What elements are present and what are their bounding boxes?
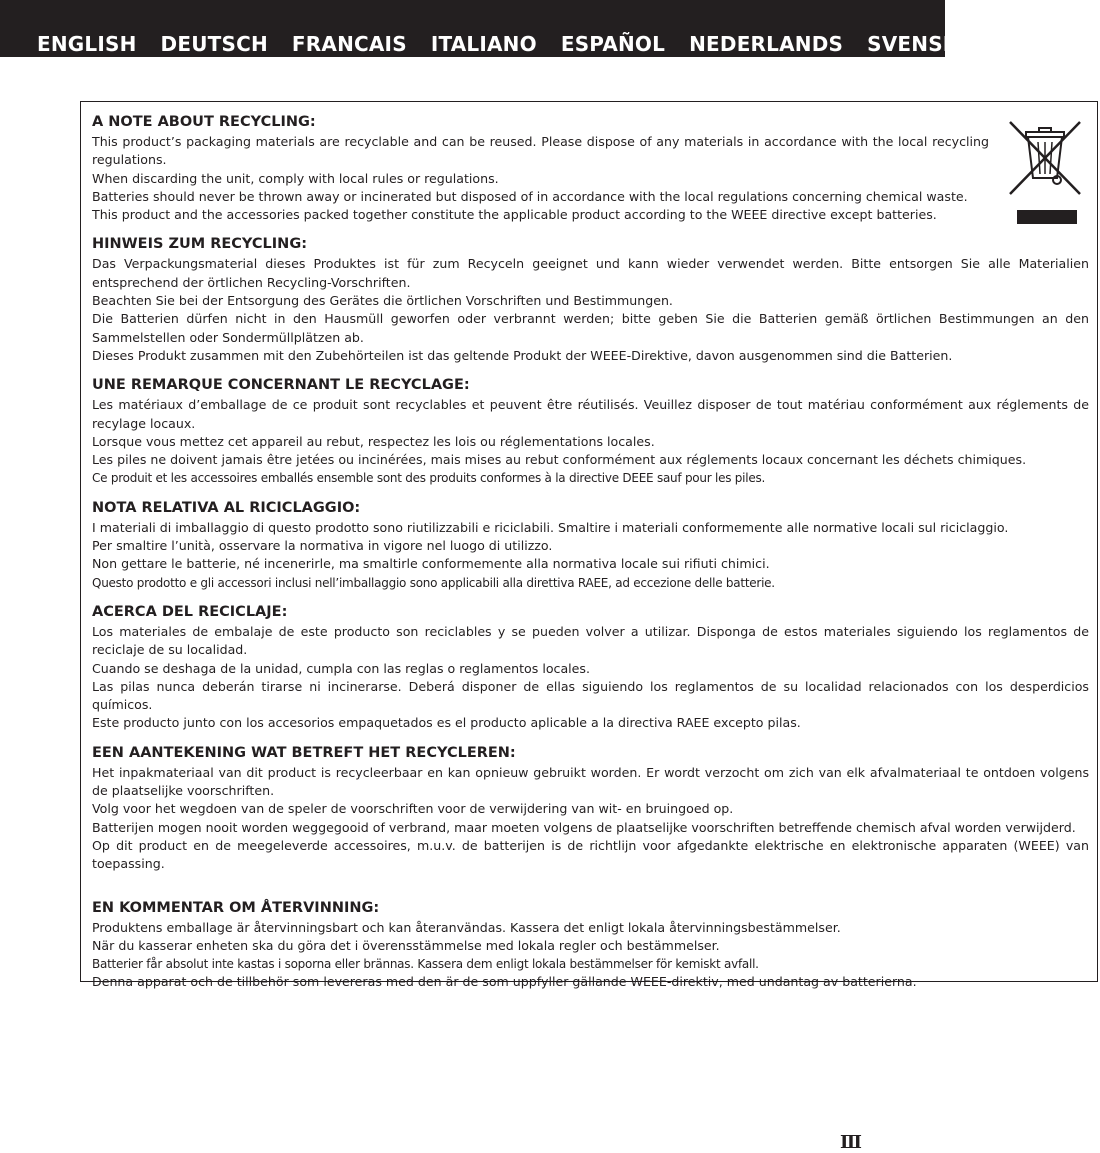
section-paragraph: This product and the accessories packed together constitute the applicable product according to the WEEE directive except batteries. [92, 207, 937, 223]
section-paragraph: Op dit product en de meegeleverde accessoires, m.u.v. de batterijen is de richtlijn voor afgedankte elektrische en elektronische apparaten (WEEE) van toepassing. [92, 837, 1089, 872]
section-paragraph: Les matériaux d’emballage de ce produit sont recyclables et peuvent être réutilisés. Veuillez disposer de tout matériau conformément aux réglements de recylage locaux. [92, 397, 1089, 431]
section-francais [92, 375, 1089, 487]
section-heading: UNE REMARQUE CONCERNANT LE RECYCLAGE: [92, 377, 470, 394]
section-heading: ACERCA DEL RECICLAJE: [92, 603, 288, 620]
section-heading: NOTA RELATIVA AL RICICLAGGIO: [92, 499, 361, 516]
section-espanol [92, 602, 1089, 733]
language-tab-italiano: ITALIANO [430, 32, 537, 56]
language-tab-deutsch: DEUTSCH [160, 32, 268, 56]
language-tab-nederlands: NEDERLANDS [689, 32, 844, 56]
language-tab-francais: FRANCAIS [291, 32, 407, 56]
section-deutsch [92, 234, 1089, 365]
section-paragraph: Batterijen mogen nooit worden weggegooid of verbrand, maar moeten volgens de plaatselijke voorschriften betreffende chemisch afval worden verwijderd. [92, 819, 1076, 835]
page-number: Ⅲ [840, 1132, 862, 1153]
section-paragraph: Les piles ne doivent jamais être jetées ou incinérées, mais mises au rebut conformément aux réglements locaux concernant les déchets chimiques. [92, 452, 1027, 468]
section-paragraph: Denna apparat och de tillbehör som levereras med den är de som uppfyller gällande WEEE-direktiv, med undantag av batterierna. [92, 974, 917, 990]
section-paragraph: Het inpakmateriaal van dit product is recycleerbaar en kan opnieuw gebruikt worden. Er wordt verzocht om zich van elk afvalmateriaal te ontdoen volgens de plaatselijke voorschriften. [92, 764, 1089, 799]
notice-content [92, 112, 1089, 1002]
recycling-notice-box [80, 101, 1098, 990]
section-paragraph: When discarding the unit, comply with local rules or regulations. [92, 170, 499, 186]
section-heading: EN KOMMENTAR OM ÅTERVINNING: [92, 899, 380, 916]
section-paragraph: Las pilas nunca deberán tirarse ni incinerarse. Deberá disponer de ellas siguiendo los reglamentos de su localidad relacionados con los desperdicios químicos. [92, 678, 1089, 713]
language-bar [0, 0, 975, 57]
section-paragraph: Die Batterien dürfen nicht in den Hausmüll geworfen oder verbrannt werden; bitte geben Sie die Batterien gemäß örtlichen Bestimmungen an den Sammelstellen oder Sondermüllplätzen ab. [92, 311, 1089, 345]
section-paragraph: När du kasserar enheten ska du göra det i överensstämmelse med lokala regler och bestämmelser. [92, 937, 720, 953]
section-paragraph: Los materiales de embalaje de este producto son reciclables y se pueden volver a utilizar. Disponga de estos materiales siguiendo los reglamentos de reciclaje de su localidad. [92, 623, 1089, 658]
section-paragraph: Beachten Sie bei der Entsorgung des Gerätes die örtlichen Vorschriften und Bestimmungen. [92, 293, 673, 309]
section-paragraph: Non gettare le batterie, né incenerirle, ma smaltirle conformemente alla normativa locale sui rifiuti chimici. [92, 556, 770, 572]
section-paragraph: Ce produit et les accessoires emballés ensemble sont des produits conformes à la directive DEEE sauf pour les piles. [92, 471, 766, 486]
section-paragraph: Batteries should never be thrown away or incinerated but disposed of in accordance with the local regulations concerning chemical waste. [92, 188, 968, 204]
section-paragraph: Das Verpackungsmaterial dieses Produktes ist für zum Recyceln geeignet und kann wieder verwendet werden. Bitte entsorgen Sie alle Materialien entsprechend der örtlichen Recycling-Vorschriften. [92, 256, 1089, 290]
section-heading: A NOTE ABOUT RECYCLING: [92, 114, 316, 130]
language-tab-english: ENGLISH [37, 32, 137, 56]
language-tab-svenska: SVENSKA [867, 32, 975, 56]
section-paragraph: Cuando se deshaga de la unidad, cumpla con las reglas o reglamentos locales. [92, 660, 590, 676]
language-list [37, 31, 998, 57]
section-heading: EEN AANTEKENING WAT BETREFT HET RECYCLEREN: [92, 744, 516, 761]
section-heading: HINWEIS ZUM RECYCLING: [92, 236, 308, 253]
section-paragraph: Produktens emballage är återvinningsbart och kan återanvändas. Kassera det enligt lokala återvinningsbestämmelser. [92, 919, 841, 935]
section-paragraph: I materiali di imballaggio di questo prodotto sono riutilizzabili e riciclabili. Smaltire i materiali conformemente alle normative locali sul riciclaggio. [92, 519, 1009, 535]
section-english [92, 112, 1089, 224]
section-italiano [92, 498, 1089, 592]
section-paragraph: This product’s packaging materials are recyclable and can be reused. Please dispose of any materials in accordance with the local recycling regulations. [92, 134, 989, 168]
section-paragraph: Lorsque vous mettez cet appareil au rebut, respectez les lois ou réglementations locales. [92, 433, 655, 449]
section-paragraph: Per smaltire l’unità, osservare la normativa in vigore nel luogo di utilizzo. [92, 538, 553, 554]
section-paragraph: Questo prodotto e gli accessori inclusi nell’imballaggio sono applicabili alla direttiva RAEE, ad eccezione delle batterie. [92, 575, 775, 590]
section-svenska [92, 898, 1089, 992]
section-paragraph: Este producto junto con los accesorios empaquetados es el producto aplicable a la directiva RAEE excepto pilas. [92, 715, 801, 731]
section-paragraph: Dieses Produkt zusammen mit den Zubehörteilen ist das geltende Produkt der WEEE-Direktive, davon ausgenommen sind die Batterien. [92, 347, 953, 363]
section-paragraph: Batterier får absolut inte kastas i soporna eller brännas. Kassera dem enligt lokala bestämmelser för kemiskt avfall. [92, 957, 759, 972]
section-paragraph: Volg voor het wegdoen van de speler de voorschriften voor de verwijdering van wit- en bruingoed op. [92, 801, 734, 817]
language-tab-espanol: ESPAÑOL [560, 32, 666, 56]
section-nederlands [92, 743, 1089, 874]
